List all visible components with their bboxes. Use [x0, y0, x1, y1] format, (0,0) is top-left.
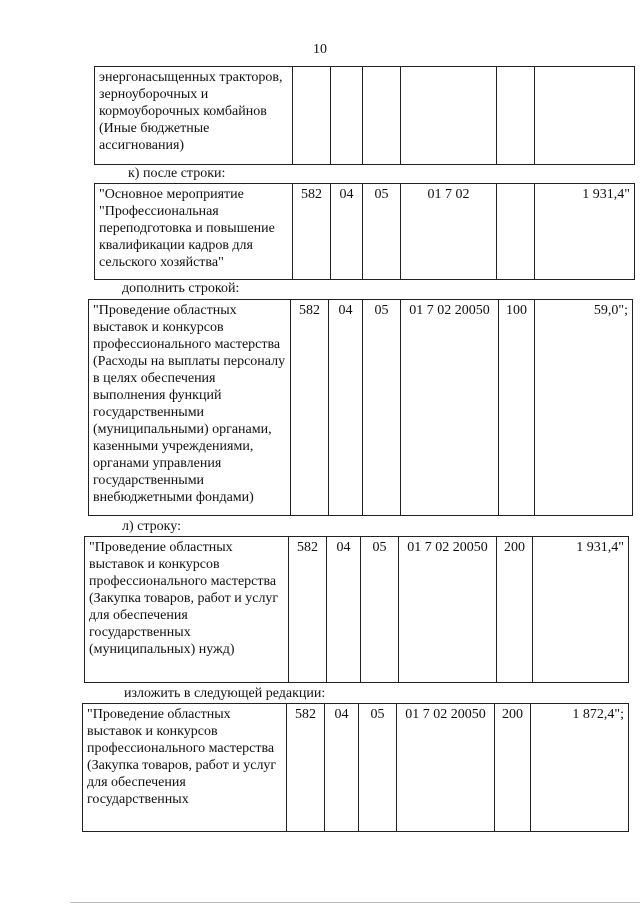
row-target-code: [401, 67, 497, 165]
row-amount: 1 931,4": [535, 184, 635, 280]
row-subsection-code: 05: [361, 537, 399, 683]
budget-table-new-edition: [82, 703, 629, 832]
section-heading-l: л) строку:: [122, 519, 181, 534]
budget-table-after-row: [94, 183, 635, 280]
table-row: [85, 537, 629, 683]
row-target-code: 01 7 02 20050: [401, 300, 499, 516]
section-heading-add-row: дополнить строкой:: [122, 281, 240, 296]
row-target-code: 01 7 02 20050: [397, 704, 495, 832]
row-expense-type: 200: [495, 704, 531, 832]
row-expense-type: [497, 184, 535, 280]
row-description: "Проведение областных выставок и конкурсов профессионального мастерства (Расходы на выплаты персоналу в целях обеспечения выполнения функций государственными (муниципальными) органами, казенными учреждениями, органами управления государственными внебюджетными фондами): [89, 300, 291, 516]
row-ministry-code: 582: [291, 300, 329, 516]
budget-table-old-row: [84, 536, 629, 683]
page-bottom-rule: [70, 902, 640, 903]
row-target-code: 01 7 02 20050: [399, 537, 497, 683]
row-amount: [535, 67, 635, 165]
row-expense-type: 200: [497, 537, 533, 683]
row-expense-type: [497, 67, 535, 165]
row-description: "Проведение областных выставок и конкурсов профессионального мастерства (Закупка товаров, работ и услуг для обеспечения государственных: [83, 704, 287, 832]
row-description: энергонасыщенных тракторов, зерноуборочных и кормоуборочных комбайнов (Иные бюджетные ассигнования): [95, 67, 293, 165]
row-section-code: 04: [331, 184, 363, 280]
table-row: [89, 300, 633, 516]
row-expense-type: 100: [499, 300, 535, 516]
row-amount: 1 931,4": [533, 537, 629, 683]
table-row: [83, 704, 629, 832]
row-section-code: 04: [329, 300, 363, 516]
row-target-code: 01 7 02: [401, 184, 497, 280]
row-description: "Основное мероприятие "Профессиональная переподготовка и повышение квалификации кадров для сельского хозяйства": [95, 184, 293, 280]
row-ministry-code: 582: [289, 537, 327, 683]
row-ministry-code: 582: [293, 184, 331, 280]
row-ministry-code: [293, 67, 331, 165]
row-section-code: 04: [327, 537, 361, 683]
budget-table-added-row: [88, 299, 633, 516]
row-section-code: [331, 67, 363, 165]
row-amount: 59,0";: [535, 300, 633, 516]
row-description: "Проведение областных выставок и конкурсов профессионального мастерства (Закупка товаров, работ и услуг для обеспечения государственных (муниципальных) нужд): [85, 537, 289, 683]
row-subsection-code: [363, 67, 401, 165]
row-subsection-code: 05: [363, 184, 401, 280]
row-subsection-code: 05: [359, 704, 397, 832]
row-amount: 1 872,4";: [531, 704, 629, 832]
table-row: [95, 67, 635, 165]
section-heading-k: к) после строки:: [128, 166, 226, 181]
row-section-code: 04: [325, 704, 359, 832]
table-row: [95, 184, 635, 280]
page-number: 10: [313, 42, 327, 57]
section-heading-new-edition: изложить в следующей редакции:: [124, 686, 326, 701]
row-subsection-code: 05: [363, 300, 401, 516]
row-ministry-code: 582: [287, 704, 325, 832]
budget-table-continuation: [94, 66, 635, 165]
